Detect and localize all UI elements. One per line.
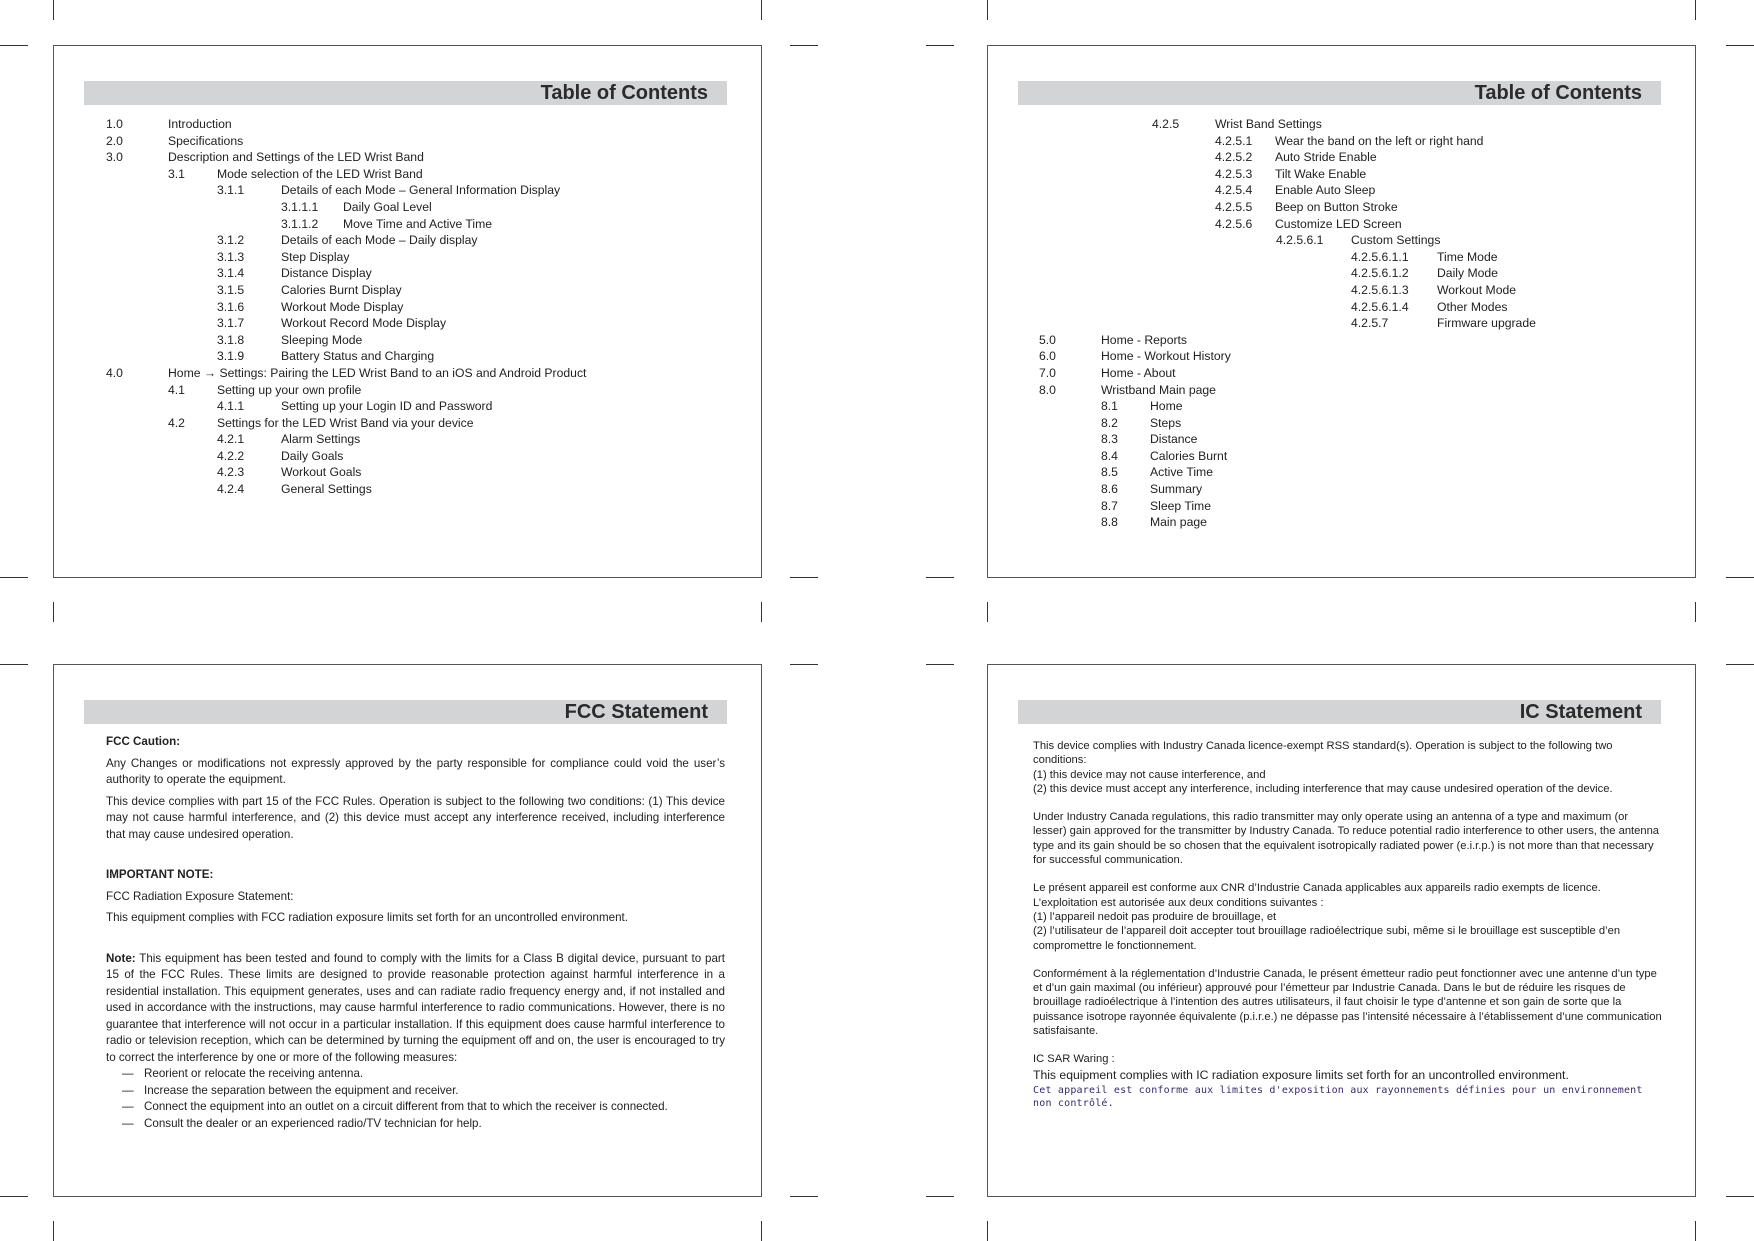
page-title: FCC Statement	[564, 701, 708, 723]
crop-mark	[987, 1221, 988, 1241]
toc-entry-number: 4.2.4	[217, 482, 245, 497]
toc-entry	[54, 265, 761, 282]
toc-entry	[988, 348, 1695, 365]
page-title: IC Statement	[1519, 701, 1642, 723]
toc-entry-number: 8.1	[1101, 399, 1118, 414]
toc-entry-title: Alarm Settings	[281, 432, 361, 447]
ic-line: This device complies with Industry Canada licence-exempt RSS standard(s). Operation is subject to the following two conditions:	[1033, 740, 1613, 767]
toc-entry-number: 5.0	[1039, 332, 1056, 347]
toc-entry-number: 4.2	[168, 415, 185, 430]
toc-entry-title: Battery Status and Charging	[281, 349, 435, 364]
ic-body	[1033, 739, 1663, 1111]
toc-entry-number: 3.1	[168, 166, 185, 181]
crop-mark	[987, 602, 988, 622]
toc-entry-title: Workout Goals	[281, 465, 362, 480]
toc-entry-title: Steps	[1150, 415, 1182, 430]
ic-french-exposure-note: Cet appareil est conforme aux limites d'exposition aux rayonnements définies pour un environnement non contrôlé.	[1033, 1084, 1643, 1110]
toc-entry-title: Specifications	[168, 133, 244, 148]
page-ic-statement	[987, 664, 1696, 1197]
toc-entry	[988, 481, 1695, 498]
toc-entry-number: 3.1.1.1	[281, 199, 319, 214]
toc-entry-title: Active Time	[1150, 465, 1213, 480]
ic-sar-heading: IC SAR Waring :	[1033, 1053, 1115, 1066]
ic-paragraph-4: Conformément à la réglementation d’Industrie Canada, le présent émetteur radio peut fonctionner avec une antenne d’un type et d’un gain maximal (ou inférieur) approuvé pour l’émetteur par Industrie Canada. Dans le but de réduire les risques de brouillage radioélectrique à l’intention des autres utilisateurs, il faut choisir le type d’antenne et son gain de sorte que la puissance isotrope rayonnée équivalente (p.i.r.e.) ne dépasse pas l’intensité nécessaire à l’établissement d’une communication satisfaisante.	[1033, 967, 1662, 1038]
toc-entry-title: Home - About	[1101, 365, 1176, 380]
toc-entry-number: 4.2.3	[217, 465, 245, 480]
crop-mark	[761, 0, 762, 20]
title-band	[1018, 700, 1661, 724]
toc-entry-title: Summary	[1150, 482, 1203, 497]
toc-entry-number: 7.0	[1039, 365, 1056, 380]
measure-item	[122, 1083, 725, 1100]
toc-entry-title: Details of each Mode – Daily display	[281, 233, 478, 248]
toc-entry-title: Daily Mode	[1437, 266, 1498, 281]
toc-entry-number: 4.2.5.3	[1215, 166, 1253, 181]
crop-mark	[0, 1196, 28, 1197]
crop-mark	[761, 602, 762, 622]
toc-entry-number: 4.1	[168, 382, 185, 397]
crop-mark	[987, 0, 988, 20]
toc-entry	[54, 282, 761, 299]
toc-entry-title: Wrist Band Settings	[1215, 117, 1322, 131]
toc-entry-title: Customize LED Screen	[1275, 216, 1402, 231]
toc-entry-number: 4.2.5.4	[1215, 183, 1253, 198]
crop-mark	[0, 45, 28, 46]
toc-entry-title: Setting up your Login ID and Password	[281, 399, 493, 414]
ic-paragraph-3	[1033, 881, 1663, 952]
toc-entry-number: 4.2.5.2	[1215, 150, 1253, 165]
toc-entry-title: Sleep Time	[1150, 498, 1211, 513]
toc-entry	[988, 382, 1695, 399]
fcc-note-paragraph	[106, 951, 725, 1067]
ic-line: (1) l’appareil nedoit pas produire de brouillage, et	[1033, 910, 1277, 923]
crop-mark	[1726, 45, 1754, 46]
toc-entry-number: 4.2.5	[1152, 117, 1180, 131]
toc-entry-number: 1.0	[106, 117, 123, 131]
fcc-caution-heading: FCC Caution:	[106, 735, 181, 748]
toc-entry-number: 8.7	[1101, 498, 1118, 513]
toc-entry-number: 4.2.5.6.1.4	[1351, 299, 1409, 314]
toc-entry-title: Move Time and Active Time	[343, 216, 493, 231]
toc-entry-number: 4.0	[106, 365, 123, 380]
toc-entry-title: Wear the band on the left or right hand	[1275, 133, 1484, 148]
toc-entry	[54, 332, 761, 349]
toc-entry	[54, 481, 761, 498]
toc-entry	[988, 249, 1695, 266]
toc-entry	[988, 133, 1695, 150]
crop-mark	[1726, 1196, 1754, 1197]
crop-mark	[926, 577, 954, 578]
page-title: Table of Contents	[1474, 82, 1642, 104]
toc-entry-title: Mode selection of the LED Wrist Band	[217, 166, 423, 181]
toc-entry	[54, 415, 761, 432]
crop-mark	[926, 664, 954, 665]
toc-entry	[54, 348, 761, 365]
measure-item	[122, 1099, 725, 1116]
toc-entry	[54, 464, 761, 481]
toc-entry-title: Sleeping Mode	[281, 332, 363, 347]
toc-entry-title: Other Modes	[1437, 299, 1508, 314]
crop-mark	[0, 664, 28, 665]
toc-entry-number: 3.1.4	[217, 266, 245, 281]
crop-mark	[53, 1221, 54, 1241]
toc-entry-title: Workout Mode	[1437, 282, 1517, 297]
toc-entry	[988, 315, 1695, 332]
toc-entry-number: 8.6	[1101, 482, 1118, 497]
toc-entry-title: Description and Settings of the LED Wrist Band	[168, 150, 424, 165]
toc-entry-number: 3.1.2	[217, 233, 245, 248]
toc-entry	[54, 232, 761, 249]
crop-mark	[790, 664, 818, 665]
toc-entry-number: 3.1.7	[217, 316, 245, 331]
measure-text: Reorient or relocate the receiving antenna.	[144, 1067, 364, 1080]
toc-entry-title: Daily Goal Level	[343, 199, 432, 214]
toc-entry-number: 3.1.5	[217, 282, 245, 297]
toc-entry	[988, 365, 1695, 382]
crop-mark	[1695, 0, 1696, 20]
toc-entry	[54, 182, 761, 199]
toc-entry-number: 3.1.1	[217, 183, 245, 198]
toc-entry	[54, 199, 761, 216]
toc-entry	[988, 232, 1695, 249]
toc-entry-title: Workout Mode Display	[281, 299, 404, 314]
toc-entry-number: 4.2.5.6.1	[1276, 233, 1324, 248]
toc-entry	[988, 415, 1695, 432]
toc-entry-title: Details of each Mode – General Information Display	[281, 183, 561, 198]
crop-mark	[926, 45, 954, 46]
toc-entry	[988, 182, 1695, 199]
toc-entry-number: 6.0	[1039, 349, 1056, 364]
toc-entry-title: Tilt Wake Enable	[1275, 166, 1367, 181]
toc-list	[54, 116, 761, 498]
toc-entry-number: 4.2.5.6	[1215, 216, 1253, 231]
toc-entry-number: 4.2.5.7	[1351, 316, 1389, 331]
toc-entry-title: Main page	[1150, 515, 1207, 530]
measure-item	[122, 1066, 725, 1083]
toc-entry-number: 4.1.1	[217, 399, 245, 414]
toc-entry	[988, 431, 1695, 448]
toc-entry	[988, 332, 1695, 349]
ic-line: (1) this device may not cause interference, and	[1033, 768, 1266, 781]
toc-entry	[988, 448, 1695, 465]
toc-entry	[988, 498, 1695, 515]
toc-entry-number: 8.8	[1101, 515, 1118, 530]
toc-entry	[54, 133, 761, 150]
toc-entry	[988, 149, 1695, 166]
dash-bullet: —	[122, 1067, 134, 1080]
crop-mark	[790, 1196, 818, 1197]
toc-entry	[988, 116, 1695, 133]
toc-entry-number: 3.0	[106, 150, 123, 165]
measure-item	[122, 1116, 725, 1133]
toc-entry	[54, 166, 761, 183]
toc-entry-title: Daily Goals	[281, 448, 344, 463]
note-label: Note:	[106, 951, 136, 965]
ic-line: (2) l’utilisateur de l’appareil doit accepter tout brouillage radioélectrique subi, même si le brouillage est susceptible d’en compromettre le fonctionnement.	[1033, 925, 1621, 952]
toc-entry-number: 3.1.3	[217, 249, 245, 264]
toc-entry	[54, 249, 761, 266]
crop-mark	[1726, 577, 1754, 578]
toc-entry-title: Step Display	[281, 249, 350, 264]
toc-entry-title: Calories Burnt Display	[281, 282, 402, 297]
important-note-heading: IMPORTANT NOTE:	[106, 868, 214, 881]
toc-entry-number: 4.2.5.5	[1215, 199, 1253, 214]
toc-entry-title: Enable Auto Sleep	[1275, 183, 1376, 198]
toc-entry-title: Distance Display	[281, 266, 372, 281]
toc-entry-title: Home - Workout History	[1101, 349, 1231, 364]
radiation-exposure-text: This equipment complies with FCC radiation exposure limits set forth for an uncontrolled environment.	[106, 911, 628, 924]
toc-entry	[54, 149, 761, 166]
toc-entry	[988, 299, 1695, 316]
toc-entry-number: 4.2.5.6.1.1	[1351, 249, 1409, 264]
toc-list	[988, 116, 1695, 531]
fcc-caution-paragraph: Any Changes or modifications not expressly approved by the party responsible for compliance could void the user’s authority to operate the equipment.	[106, 756, 725, 786]
toc-entry-number: 4.2.5.6.1.3	[1351, 282, 1409, 297]
crop-mark	[926, 1196, 954, 1197]
toc-entry-title: Setting up your own profile	[217, 382, 362, 397]
toc-entry-title: Home - Reports	[1101, 332, 1188, 347]
note-text: This equipment has been tested and found to comply with the limits for a Class B digital device, pursuant to part 15 of the FCC Rules. These limits are designed to provide reasonable protection against harmful interference in a residential installation. This equipment generates, uses and can radiate radio frequency energy and, if not installed and used in accordance with the instructions, may cause harmful interference to radio communications. However, there is no guarantee that interference will not occur in a particular installation. If this equipment does cause harmful interference to radio or television reception, which can be determined by turning the equipment off and on, the user is encouraged to try to correct the interference by one or more of the following measures:	[106, 951, 725, 1064]
toc-entry	[988, 199, 1695, 216]
toc-entry	[54, 431, 761, 448]
fcc-conditions-paragraph: This device complies with part 15 of the FCC Rules. Operation is subject to the following two conditions: (1) This device may not cause harmful interference, and (2) this device must accept any interference received, including interference that may cause undesired operation.	[106, 794, 725, 841]
toc-entry-number: 8.4	[1101, 448, 1118, 463]
crop-mark	[1695, 602, 1696, 622]
toc-entry-title: Time Mode	[1437, 249, 1498, 264]
measures-list	[106, 1066, 725, 1132]
title-band	[1018, 81, 1661, 105]
ic-sar-statement: This equipment complies with IC radiation exposure limits set forth for an uncontrolled environment.	[1033, 1067, 1569, 1082]
toc-entry	[54, 448, 761, 465]
toc-entry	[988, 265, 1695, 282]
toc-entry-number: 3.1.6	[217, 299, 245, 314]
crop-mark	[1726, 664, 1754, 665]
toc-entry-number: 4.2.5.1	[1215, 133, 1253, 148]
crop-mark	[53, 602, 54, 622]
toc-entry	[988, 166, 1695, 183]
ic-line: (2) this device must accept any interference, including interference that may cause undesired operation of the device.	[1033, 782, 1613, 795]
toc-entry-number: 8.2	[1101, 415, 1118, 430]
ic-paragraph-1	[1033, 739, 1663, 796]
toc-entry	[988, 398, 1695, 415]
crop-mark	[53, 0, 54, 20]
toc-entry-number: 3.1.9	[217, 349, 245, 364]
crop-mark	[790, 45, 818, 46]
toc-entry-title: Custom Settings	[1351, 233, 1441, 248]
toc-entry	[988, 216, 1695, 233]
page-toc-1	[53, 45, 762, 578]
measure-text: Increase the separation between the equipment and receiver.	[144, 1083, 459, 1097]
title-band	[84, 700, 727, 724]
toc-entry-number: 4.2.1	[217, 432, 245, 447]
toc-entry-title: Calories Burnt	[1150, 448, 1228, 463]
toc-entry-number: 3.1.1.2	[281, 216, 319, 231]
dash-bullet: —	[122, 1100, 134, 1113]
toc-entry-title: Firmware upgrade	[1437, 316, 1536, 331]
toc-entry	[54, 315, 761, 332]
toc-entry-number: 3.1.8	[217, 332, 245, 347]
toc-entry-number: 8.5	[1101, 465, 1118, 480]
measure-text: Connect the equipment into an outlet on a circuit different from that to which the receiver is connected.	[144, 1100, 668, 1113]
page-title: Table of Contents	[540, 82, 708, 104]
toc-entry	[988, 514, 1695, 531]
toc-entry	[54, 216, 761, 233]
toc-entry-title: Settings for the LED Wrist Band via your device	[217, 415, 474, 430]
page-toc-2	[987, 45, 1696, 578]
toc-entry-title: General Settings	[281, 482, 372, 497]
measure-text: Consult the dealer or an experienced radio/TV technician for help.	[144, 1116, 482, 1130]
toc-entry-number: 4.2.2	[217, 448, 245, 463]
crop-mark	[0, 577, 28, 578]
toc-entry-number: 8.3	[1101, 432, 1118, 447]
toc-entry-number: 8.0	[1039, 382, 1056, 397]
toc-entry-number: 4.2.5.6.1.2	[1351, 266, 1409, 281]
page-fcc-statement	[53, 664, 762, 1197]
radiation-exposure-heading: FCC Radiation Exposure Statement:	[106, 889, 294, 903]
crop-mark	[761, 1221, 762, 1241]
title-band	[84, 81, 727, 105]
toc-entry	[54, 299, 761, 316]
toc-entry-title: Home → Settings: Pairing the LED Wrist Band to an iOS and Android Product	[168, 365, 587, 380]
crop-mark	[1695, 1221, 1696, 1241]
ic-paragraph-2: Under Industry Canada regulations, this radio transmitter may only operate using an antenna of a type and maximum (or lesser) gain approved for the transmitter by Industry Canada. To reduce potential radio interference to other users, the antenna type and its gain should be so chosen that the equivalent isotropically radiated power (e.i.r.p.) is not more than that necessary for successful communication.	[1033, 811, 1660, 867]
crop-mark	[790, 577, 818, 578]
toc-entry-title: Beep on Button Stroke	[1275, 199, 1398, 214]
toc-entry-title: Auto Stride Enable	[1275, 150, 1377, 165]
toc-entry-number: 2.0	[106, 133, 123, 148]
toc-entry	[988, 464, 1695, 481]
toc-entry	[54, 398, 761, 415]
toc-entry-title: Home	[1150, 399, 1183, 414]
ic-line: Le présent appareil est conforme aux CNR d’Industrie Canada applicables aux appareils radio exempts de licence.	[1033, 882, 1601, 895]
toc-entry-title: Introduction	[168, 117, 232, 131]
toc-entry	[54, 382, 761, 399]
toc-entry-title: Wristband Main page	[1101, 382, 1216, 397]
toc-entry	[988, 282, 1695, 299]
fcc-body	[106, 734, 725, 1132]
dash-bullet: —	[122, 1083, 134, 1097]
toc-entry-title: Workout Record Mode Display	[281, 316, 447, 331]
toc-entry	[54, 116, 761, 133]
dash-bullet: —	[122, 1116, 134, 1130]
toc-entry	[54, 365, 761, 382]
toc-entry-title: Distance	[1150, 432, 1198, 447]
ic-line: L’exploitation est autorisée aux deux conditions suivantes :	[1033, 896, 1324, 909]
